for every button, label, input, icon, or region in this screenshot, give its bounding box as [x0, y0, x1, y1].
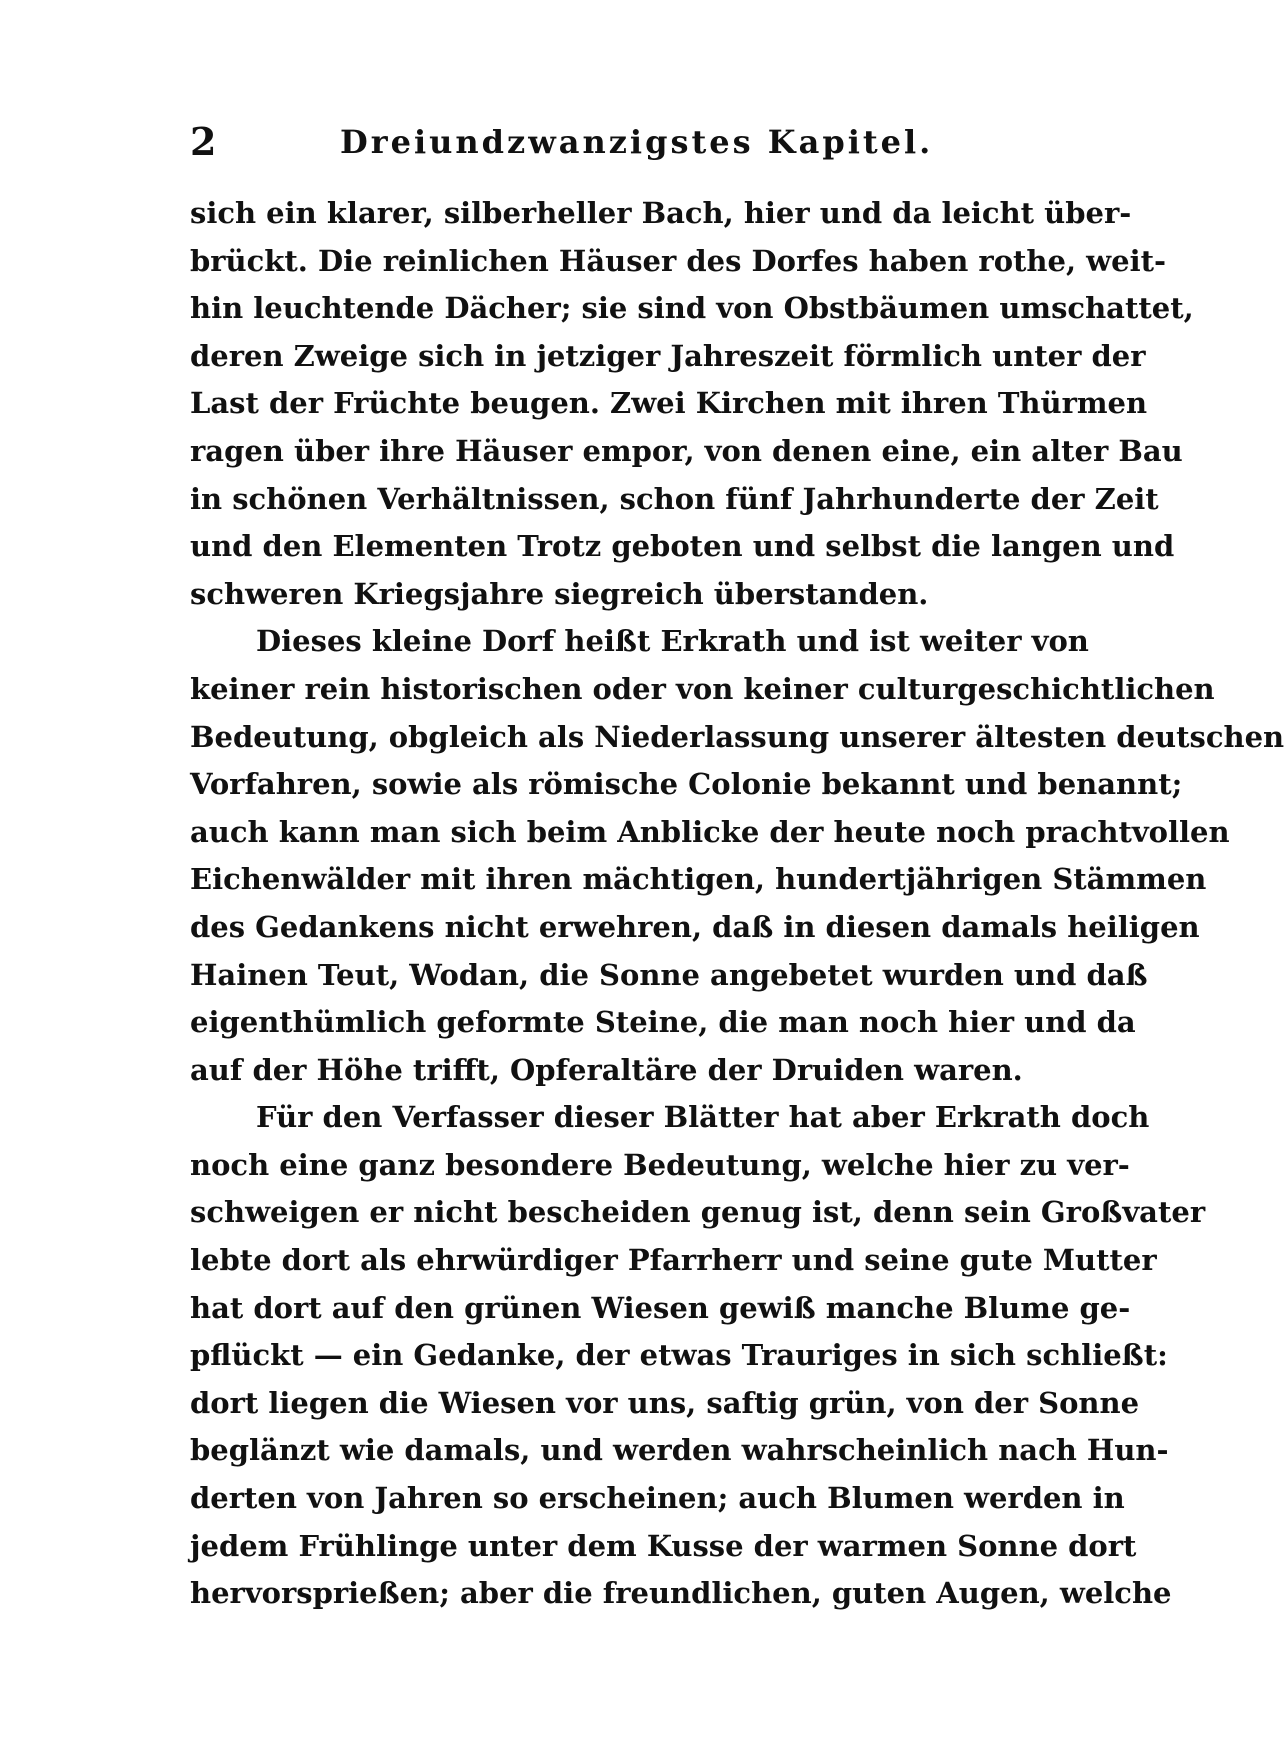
text-line: dort liegen die Wiesen vor uns, saftig grün, von der Sonne [190, 1385, 1140, 1420]
text-line: pflückt — ein Gedanke, der etwas Trauriges in sich schließt: [190, 1338, 1168, 1373]
text-line: lebte dort als ehrwürdiger Pfarrherr und seine gute Mutter [190, 1243, 1157, 1278]
page-number: 2 [190, 119, 217, 164]
text-line: schweren Kriegsjahre siegreich überstanden. [190, 576, 929, 611]
text-line: Vorfahren, sowie als römische Colonie bekannt und benannt; [190, 767, 1183, 802]
text-line: jedem Frühlinge unter dem Kusse der warmen Sonne dort [190, 1528, 1137, 1563]
text-line: Dieses kleine Dorf heißt Erkrath und ist weiter von [256, 624, 1089, 659]
text-line: hin leuchtende Dächer; sie sind von Obstbäumen umschattet, [190, 291, 1194, 326]
text-line: eigenthümlich geformte Steine, die man noch hier und da [190, 1005, 1136, 1040]
text-line: des Gedankens nicht erwehren, daß in diesen damals heiligen [190, 909, 1200, 944]
text-line: sich ein klarer, silberheller Bach, hier und da leicht über- [190, 196, 1132, 230]
text-line: ragen über ihre Häuser empor, von denen eine, ein alter Bau [190, 433, 1183, 468]
text-line: Für den Verfasser dieser Blätter hat aber Erkrath doch [256, 1100, 1150, 1135]
text-line: beglänzt wie damals, und werden wahrscheinlich nach Hun- [190, 1433, 1169, 1468]
text-line: in schönen Verhältnissen, schon fünf Jahrhunderte der Zeit [190, 481, 1159, 516]
text-line: hat dort auf den grünen Wiesen gewiß manche Blume ge- [190, 1290, 1131, 1325]
text-line: auch kann man sich beim Anblicke der heute noch prachtvollen [190, 814, 1230, 849]
text-line: derten von Jahren so erscheinen; auch Blumen werden in [190, 1481, 1125, 1516]
text-line: auf der Höhe trifft, Opferaltäre der Druiden waren. [190, 1052, 1023, 1087]
text-line: Bedeutung, obgleich als Niederlassung unserer ältesten deutschen [190, 719, 1284, 754]
text-line: hervorsprießen; aber die freundlichen, guten Augen, welche [190, 1576, 1172, 1611]
text-line: Hainen Teut, Wodan, die Sonne angebetet wurden und daß [190, 957, 1148, 992]
text-line: deren Zweige sich in jetziger Jahreszeit förmlich unter der [190, 338, 1146, 373]
text-line: keiner rein historischen oder von keiner culturgeschichtlichen [190, 671, 1215, 706]
text-line: noch eine ganz besondere Bedeutung, welche hier zu ver- [190, 1147, 1130, 1182]
text-line: Last der Früchte beugen. Zwei Kirchen mit ihren Thürmen [190, 386, 1148, 421]
body-text [190, 190, 1284, 1618]
text-line: brückt. Die reinlichen Häuser des Dorfes haben rothe, weit- [190, 243, 1167, 278]
running-head: Dreiundzwanzigstes Kapitel. [340, 123, 934, 161]
page-header [190, 112, 1050, 172]
text-line: schweigen er nicht bescheiden genug ist, denn sein Großvater [190, 1195, 1206, 1230]
text-line: Eichenwälder mit ihren mächtigen, hundertjährigen Stämmen [190, 862, 1207, 897]
text-line: und den Elementen Trotz geboten und selbst die langen und [190, 529, 1175, 564]
